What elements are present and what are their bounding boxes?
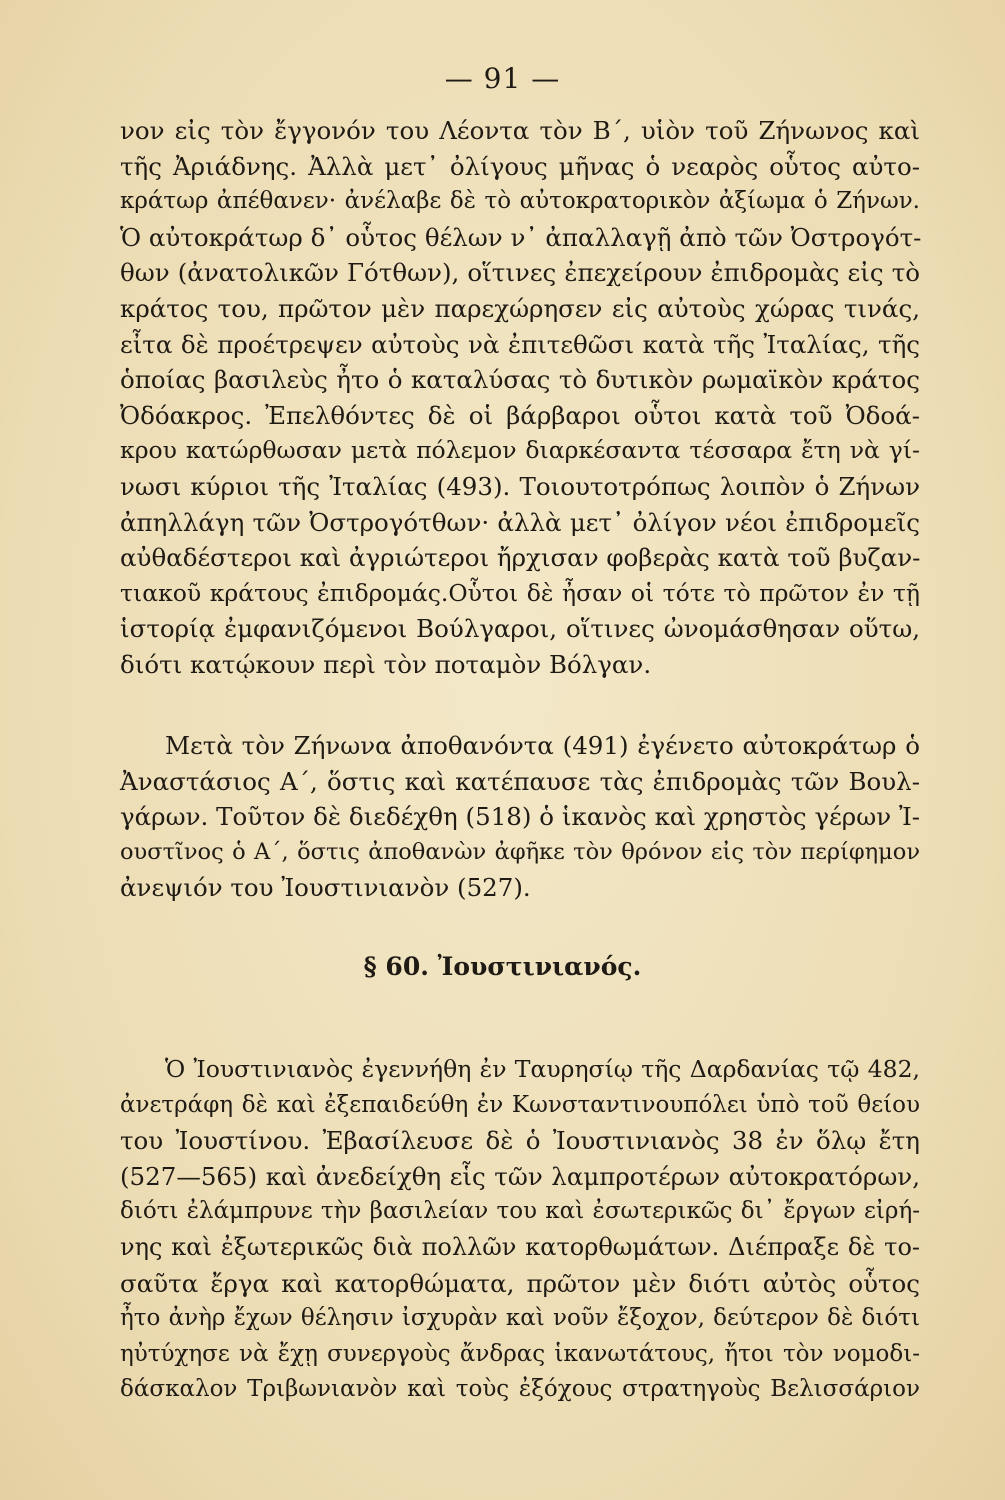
- section-heading: § 60. Ἰουστινιανός.: [363, 952, 642, 981]
- text-line: νον εἰς τὸν ἔγγονόν του Λέοντα τὸν Β΄, υἱὸν τοῦ Ζήνωνος καὶ: [120, 116, 920, 145]
- text-line: εἶτα δὲ προέτρεψεν αὐτοὺς νὰ ἐπιτεθῶσι κατὰ τῆς Ἰταλίας, τῆς: [120, 329, 920, 359]
- text-line: ὁποίας βασιλεὺς ἦτο ὁ καταλύσας τὸ δυτικὸν ρωμαϊκὸν κράτος: [120, 365, 920, 395]
- text-line: ἀνετράφη δὲ καὶ ἐξεπαιδεύθη ἐν Κωνσταντινουπόλει ὑπὸ τοῦ θείου: [120, 1091, 920, 1118]
- text-line: σαῦτα ἔργα καὶ κατορθώματα, πρῶτον μὲν διότι αὐτὸς οὗτος: [120, 1268, 920, 1298]
- text-line: ἦτο ἀνὴρ ἔχων θέλησιν ἰσχυρὰν καὶ νοῦν ἔξοχον, δεύτερον δὲ διότι: [120, 1305, 920, 1332]
- text-line: Ὀδόακρος. Ἐπελθόντες δὲ οἱ βάρβαροι οὗτοι κατὰ τοῦ Ὀδοά-: [120, 400, 920, 430]
- text-line: κρου κατώρθωσαν μετὰ πόλεμον διαρκέσαντα τέσσαρα ἔτη νὰ γί-: [120, 436, 920, 465]
- text-line: Ἀναστάσιος Α΄, ὅστις καὶ κατέπαυσε τὰς ἐπιδρομὰς τῶν Βουλ-: [120, 766, 920, 796]
- text-line: δάσκαλον Τριβωνιανὸν καὶ τοὺς ἐξόχους στρατηγοὺς Βελισσάριον: [120, 1376, 920, 1403]
- text-line: Ὁ αὐτοκράτωρ δ᾽ οὗτος θέλων ν᾽ ἀπαλλαγῇ ἀπὸ τῶν Ὀστρογότ-: [120, 222, 922, 252]
- text-line: τιακοῦ κράτους ἐπιδρομάς.Οὗτοι δὲ ἦσαν οἱ τότε τὸ πρῶτον ἐν τῇ: [120, 578, 920, 607]
- text-line: αὐθαδέστεροι καὶ ἀγριώτεροι ἤρχισαν φοβερὰς κατὰ τοῦ βυζαν-: [120, 543, 921, 573]
- text-line: (527—565) καὶ ἀνεδείχθη εἷς τῶν λαμπροτέρων αὐτοκρατόρων,: [120, 1161, 920, 1191]
- text-line: διότι κατῴκουν περὶ τὸν ποταμὸν Βόλγαν.: [120, 649, 652, 679]
- paragraph-1: [120, 113, 920, 683]
- text-line: ουστῖνος ὁ Α΄, ὅστις ἀποθανὼν ἀφῆκε τὸν θρόνον εἰς τὸν περίφημον: [120, 838, 920, 865]
- text-line: ηὐτύχησε νὰ ἔχῃ συνεργοὺς ἄνδρας ἱκανωτάτους, ἤτοι τὸν νομοδι-: [120, 1340, 920, 1367]
- text-line: ἀπηλλάγη τῶν Ὀστρογότθων· ἀλλὰ μετ᾽ ὀλίγον νέοι ἐπιδρομεῖς: [120, 507, 920, 537]
- page-number: — 91 —: [444, 62, 561, 95]
- paragraph-3: [120, 1052, 920, 1408]
- text-line: νης καὶ ἐξωτερικῶς διὰ πολλῶν κατορθωμάτων. Διέπραξε δὲ το-: [120, 1232, 920, 1261]
- text-line: διότι ἐλάμπρυνε τὴν βασιλείαν του καὶ ἐσωτερικῶς δι᾽ ἔργων εἰρή-: [120, 1198, 920, 1225]
- text-line: ἀνεψιόν του Ἰουστινιανὸν (527).: [120, 873, 531, 903]
- text-line: νωσι κύριοι τῆς Ἰταλίας (493). Τοιουτοτρόπως λοιπὸν ὁ Ζήνων: [120, 471, 920, 501]
- text-line: γάρων. Τοῦτον δὲ διεδέχθη (518) ὁ ἱκανὸς καὶ χρηστὸς γέρων Ἰ-: [120, 802, 920, 832]
- text-line: Μετὰ τὸν Ζήνωνα ἀποθανόντα (491) ἐγένετο αὐτοκράτωρ ὁ: [165, 731, 920, 760]
- text-line: ἱστορίᾳ ἐμφανιζόμενοι Βούλγαροι, οἵτινες ὠνομάσθησαν οὕτω,: [120, 614, 920, 644]
- text-line: Ὁ Ἰουστινιανὸς ἐγεννήθη ἐν Ταυρησίῳ τῆς Δαρδανίας τῷ 482,: [165, 1055, 920, 1083]
- text-line: τῆς Ἀριάδνης. Ἀλλὰ μετ᾽ ὀλίγους μῆνας ὁ νεαρὸς οὗτος αὐτο-: [120, 151, 920, 181]
- text-line: κράτος του, πρῶτον μὲν παρεχώρησεν εἰς αὐτοὺς χώρας τινάς,: [120, 293, 920, 323]
- text-line: του Ἰουστίνου. Ἐβασίλευσε δὲ ὁ Ἰουστινιανὸς 38 ἐν ὅλῳ ἔτη: [120, 1126, 920, 1156]
- paragraph-2: [120, 728, 920, 906]
- text-line: κράτωρ ἀπέθανεν· ἀνέλαβε δὲ τὸ αὐτοκρατορικὸν ἀξίωμα ὁ Ζήνων.: [120, 188, 920, 215]
- text-line: θων (ἀνατολικῶν Γότθων), οἵτινες ἐπεχείρουν ἐπιδρομὰς εἰς τὸ: [120, 258, 920, 288]
